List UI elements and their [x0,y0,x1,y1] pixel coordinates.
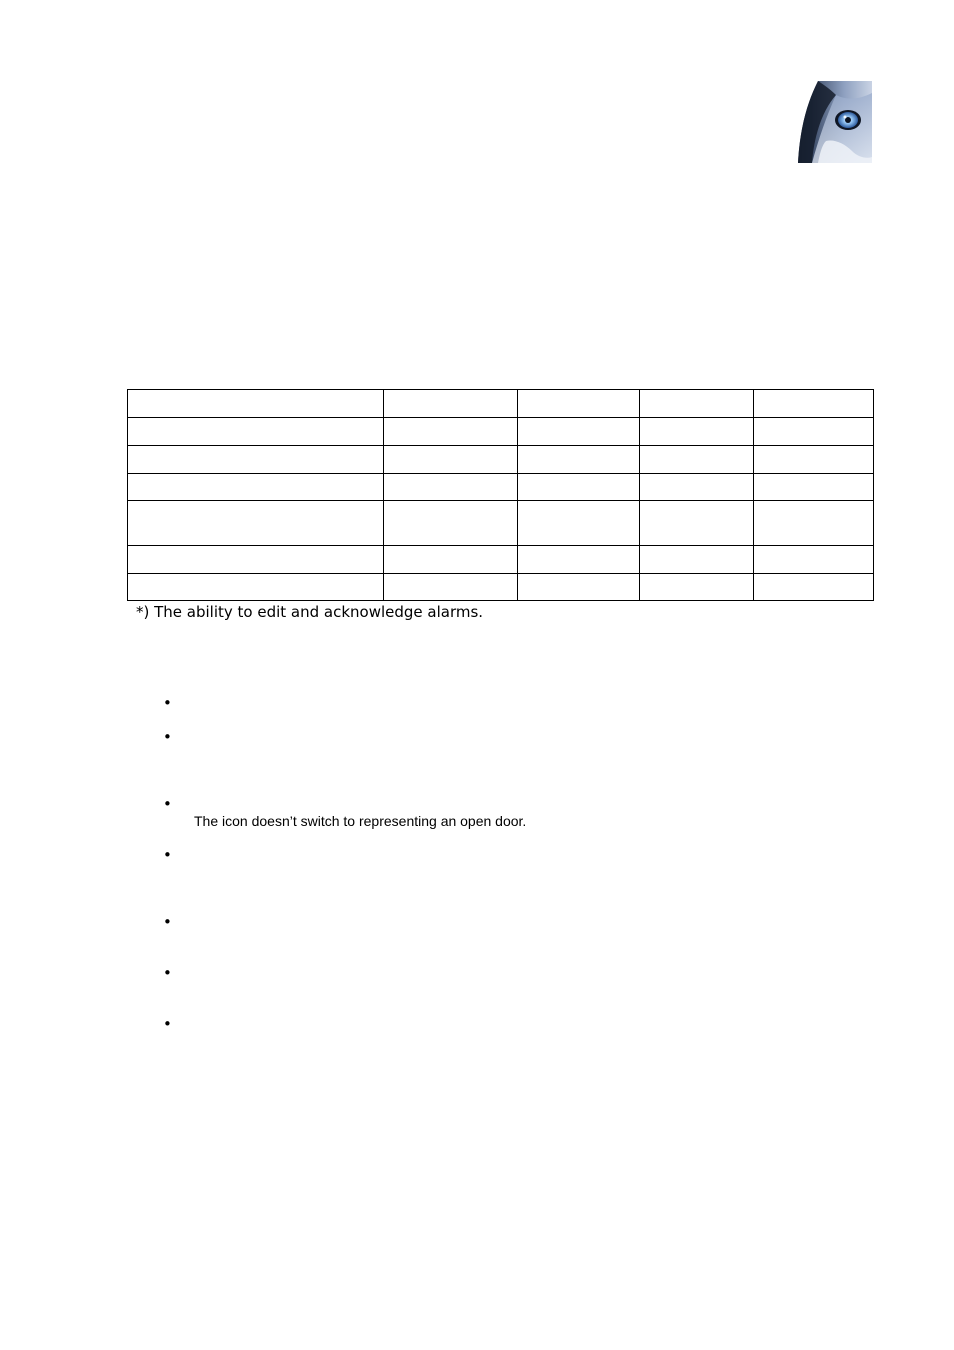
table-cell [518,390,640,418]
table-cell [128,501,384,546]
table-cell [518,474,640,501]
bullet-icon: • [163,795,172,813]
table-cell [128,474,384,501]
table-cell [518,574,640,601]
table-cell [640,418,754,446]
table-cell [640,390,754,418]
bullet-icon: • [163,694,172,712]
table-cell [640,574,754,601]
table-row [128,501,874,546]
table-cell [754,446,874,474]
table-cell [384,418,518,446]
table-cell [384,446,518,474]
table-cell [128,574,384,601]
table-row [128,446,874,474]
table-cell [640,546,754,574]
bullet-icon: • [163,964,172,982]
table-cell [128,546,384,574]
table-cell [640,474,754,501]
table-cell [128,446,384,474]
table-cell [384,390,518,418]
table-row [128,418,874,446]
table-cell [128,390,384,418]
table-cell [518,418,640,446]
table-cell [754,574,874,601]
table-cell [754,418,874,446]
table-cell [754,474,874,501]
bullet-icon: • [163,913,172,931]
table-cell [384,474,518,501]
table-cell [754,501,874,546]
table-row [128,474,874,501]
table-cell [384,501,518,546]
bullet-icon: • [163,1015,172,1033]
table-cell [640,501,754,546]
table-cell [518,546,640,574]
table-cell [754,546,874,574]
table-cell [128,418,384,446]
table-cell [754,390,874,418]
table-row [128,390,874,418]
bullet-icon: • [163,846,172,864]
table-cell [384,574,518,601]
table-cell [518,446,640,474]
list-item: The icon doesn’t switch to representing an open door. [194,813,527,829]
permissions-table [127,389,874,601]
table-row [128,546,874,574]
table-row [128,574,874,601]
table-cell [518,501,640,546]
wolf-eye-logo-icon [778,81,872,163]
table-cell [384,546,518,574]
bullet-icon: • [163,728,172,746]
table-footnote: *) The ability to edit and acknowledge alarms. [136,603,484,621]
table-cell [640,446,754,474]
